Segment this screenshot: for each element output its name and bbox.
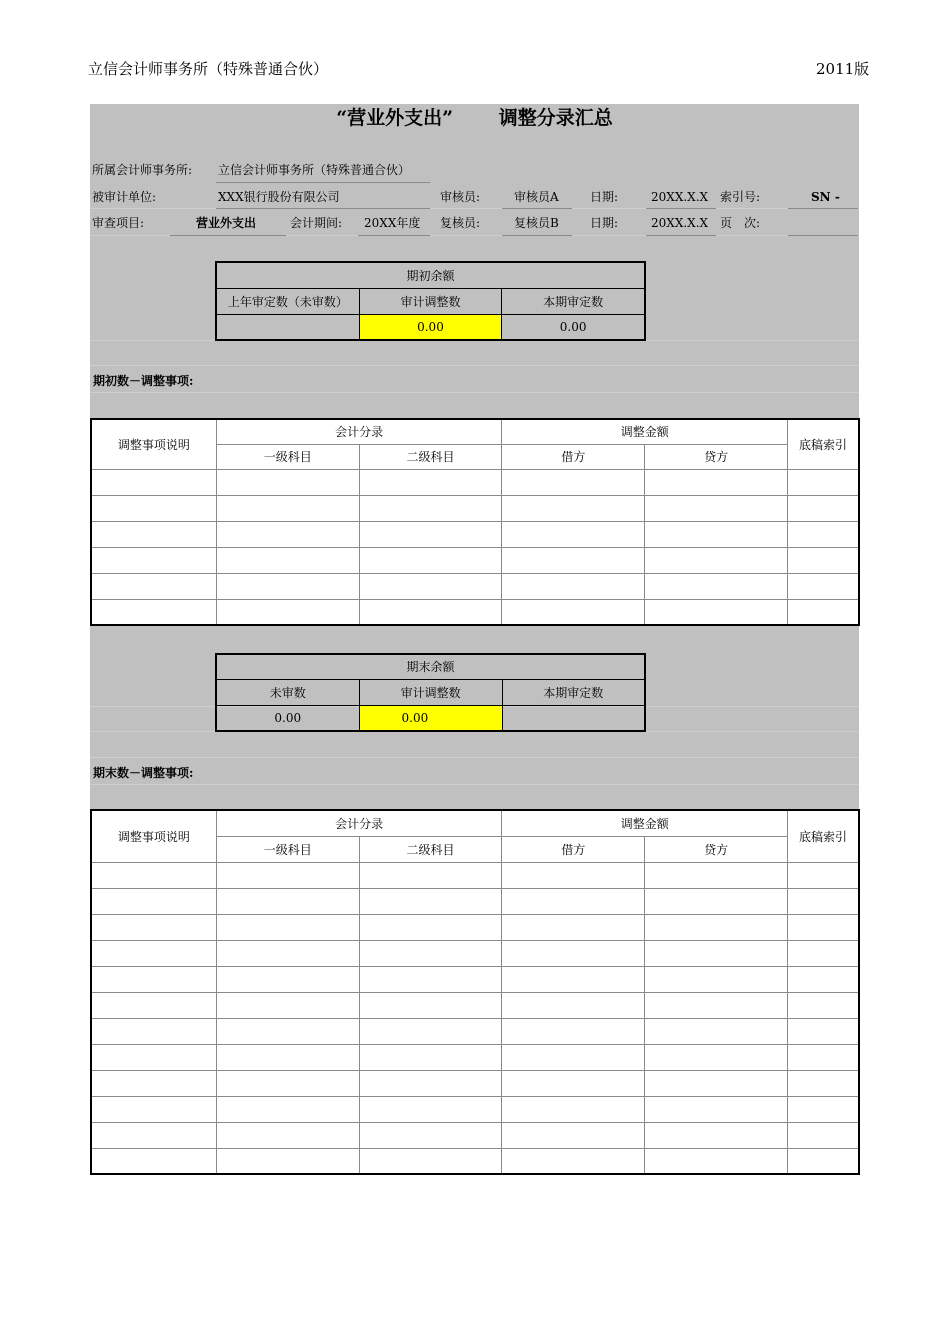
table-cell[interactable] (645, 1070, 788, 1096)
opening-v3[interactable]: 0.00 (502, 314, 645, 340)
table-cell[interactable] (216, 862, 359, 888)
table-cell[interactable] (359, 1044, 502, 1070)
table-cell[interactable] (645, 547, 788, 573)
table-cell[interactable] (359, 573, 502, 599)
table-cell[interactable] (788, 1070, 859, 1096)
table-row (91, 495, 859, 521)
table-cell[interactable] (502, 573, 645, 599)
table-row (91, 940, 859, 966)
opening-col1: 上年审定数（未审数） (216, 288, 359, 314)
table-cell[interactable] (216, 1044, 359, 1070)
closing-v3[interactable] (502, 705, 645, 731)
table-cell[interactable] (216, 1018, 359, 1044)
table-cell[interactable] (788, 469, 859, 495)
table-cell[interactable] (359, 862, 502, 888)
item-value: 营业外支出 (196, 216, 257, 230)
opening-v2[interactable]: 0.00 (359, 314, 502, 340)
table-cell[interactable] (645, 966, 788, 992)
table-cell[interactable] (216, 547, 359, 573)
table-cell[interactable] (788, 992, 859, 1018)
table-cell[interactable] (216, 469, 359, 495)
closing-col3: 本期审定数 (502, 679, 645, 705)
table-cell[interactable] (645, 573, 788, 599)
date2-value: 20XX.X.X (651, 216, 709, 230)
table-cell[interactable] (216, 914, 359, 940)
table-row (91, 573, 859, 599)
table-cell[interactable] (788, 1148, 859, 1174)
table-cell[interactable] (91, 1018, 216, 1044)
table-cell[interactable] (788, 914, 859, 940)
table-cell[interactable] (645, 599, 788, 625)
table-cell[interactable] (502, 888, 645, 914)
col-lvl1: 一级科目 (216, 444, 359, 469)
table-cell[interactable] (359, 469, 502, 495)
table-cell[interactable] (502, 495, 645, 521)
table-cell[interactable] (788, 888, 859, 914)
table-cell[interactable] (91, 547, 216, 573)
col-credit: 贷方 (645, 444, 788, 469)
page-title: “营业外支出” 调整分录汇总 (336, 107, 613, 129)
table-cell[interactable] (502, 862, 645, 888)
col-lvl1: 一级科目 (216, 836, 359, 862)
date2-label: 日期: (590, 216, 619, 230)
table-row (91, 1044, 859, 1070)
table-cell[interactable] (502, 469, 645, 495)
table-cell[interactable] (788, 966, 859, 992)
period-label: 会计期间: (290, 216, 343, 230)
table-cell[interactable] (91, 888, 216, 914)
firm-value: 立信会计师事务所（特殊普通合伙） (218, 163, 411, 177)
closing-section-label: 期末数－调整事项: (93, 766, 194, 780)
table-cell[interactable] (91, 521, 216, 547)
closing-col1: 未审数 (216, 679, 359, 705)
col-debit: 借方 (502, 836, 645, 862)
version-header: 2011版 (816, 60, 870, 78)
table-cell[interactable] (216, 966, 359, 992)
table-cell[interactable] (91, 1122, 216, 1148)
opening-section-label: 期初数－调整事项: (93, 374, 194, 388)
table-row (91, 1018, 859, 1044)
closing-v1[interactable]: 0.00 (216, 705, 359, 731)
table-cell[interactable] (502, 940, 645, 966)
table-cell[interactable] (91, 495, 216, 521)
table-cell[interactable] (788, 940, 859, 966)
table-row (91, 914, 859, 940)
table-cell[interactable] (502, 1148, 645, 1174)
table-cell[interactable] (359, 547, 502, 573)
table-cell[interactable] (91, 599, 216, 625)
table-cell[interactable] (359, 495, 502, 521)
table-cell[interactable] (359, 1096, 502, 1122)
table-row (91, 992, 859, 1018)
col-lvl2: 二级科目 (359, 836, 502, 862)
table-row (91, 1122, 859, 1148)
col-ref: 底稿索引 (788, 810, 859, 862)
table-cell[interactable] (216, 888, 359, 914)
table-cell[interactable] (502, 1018, 645, 1044)
table-cell[interactable] (788, 862, 859, 888)
table-cell[interactable] (359, 1018, 502, 1044)
table-cell[interactable] (359, 888, 502, 914)
closing-col2: 审计调整数 (359, 679, 502, 705)
table-cell[interactable] (91, 992, 216, 1018)
table-cell[interactable] (788, 521, 859, 547)
col-desc: 调整事项说明 (91, 419, 216, 469)
table-cell[interactable] (359, 966, 502, 992)
table-row (91, 888, 859, 914)
table-cell[interactable] (502, 1096, 645, 1122)
table-cell[interactable] (216, 1122, 359, 1148)
table-cell[interactable] (645, 888, 788, 914)
table-cell[interactable] (216, 1148, 359, 1174)
table-row (91, 469, 859, 495)
date1-label: 日期: (590, 190, 619, 204)
col-ref: 底稿索引 (788, 419, 859, 469)
opening-col2: 审计调整数 (359, 288, 502, 314)
table-cell[interactable] (645, 495, 788, 521)
table-cell[interactable] (645, 862, 788, 888)
index-label: 索引号: (720, 190, 761, 204)
table-cell[interactable] (359, 521, 502, 547)
table-cell[interactable] (645, 1018, 788, 1044)
opening-col3: 本期审定数 (502, 288, 645, 314)
table-cell[interactable] (216, 940, 359, 966)
col-amount: 调整金额 (502, 810, 788, 836)
table-cell[interactable] (216, 495, 359, 521)
table-cell[interactable] (91, 1044, 216, 1070)
table-row (91, 599, 859, 625)
table-cell[interactable] (645, 940, 788, 966)
table-row (91, 966, 859, 992)
table-cell[interactable] (216, 1096, 359, 1122)
table-cell[interactable] (91, 469, 216, 495)
table-cell[interactable] (502, 914, 645, 940)
table-cell[interactable] (91, 1148, 216, 1174)
table-cell[interactable] (645, 521, 788, 547)
opening-balance-table (215, 261, 646, 341)
table-cell[interactable] (502, 521, 645, 547)
table-cell[interactable] (216, 573, 359, 599)
rechecker-label: 复核员: (440, 216, 481, 230)
table-cell[interactable] (502, 599, 645, 625)
col-entry: 会计分录 (216, 810, 502, 836)
opening-rows (91, 469, 859, 625)
table-cell[interactable] (788, 573, 859, 599)
table-cell[interactable] (645, 1096, 788, 1122)
col-entry: 会计分录 (216, 419, 502, 444)
col-desc: 调整事项说明 (91, 810, 216, 862)
table-cell[interactable] (216, 1070, 359, 1096)
opening-adjustment-table (90, 418, 860, 626)
table-cell[interactable] (91, 940, 216, 966)
table-row (91, 862, 859, 888)
table-cell[interactable] (502, 547, 645, 573)
table-cell[interactable] (216, 521, 359, 547)
table-cell[interactable] (788, 1018, 859, 1044)
table-cell[interactable] (645, 914, 788, 940)
table-cell[interactable] (91, 914, 216, 940)
table-row (91, 547, 859, 573)
table-cell[interactable] (359, 992, 502, 1018)
table-cell[interactable] (216, 992, 359, 1018)
table-row (91, 1148, 859, 1174)
index-value: SN - (811, 190, 840, 204)
closing-rows (91, 862, 859, 1174)
table-cell[interactable] (91, 573, 216, 599)
table-cell[interactable] (645, 1044, 788, 1070)
col-lvl2: 二级科目 (359, 444, 502, 469)
table-cell[interactable] (91, 1096, 216, 1122)
table-cell[interactable] (216, 599, 359, 625)
table-cell[interactable] (359, 914, 502, 940)
table-cell[interactable] (788, 1122, 859, 1148)
reviewer-label: 审核员: (440, 190, 481, 204)
table-cell[interactable] (502, 992, 645, 1018)
closing-balance-table (215, 653, 646, 732)
table-cell[interactable] (502, 1044, 645, 1070)
entity-value: XXX银行股份有限公司 (218, 190, 340, 204)
table-row (91, 521, 859, 547)
table-cell[interactable] (645, 469, 788, 495)
opening-title: 期初余额 (216, 262, 645, 288)
col-debit: 借方 (502, 444, 645, 469)
reviewer-value: 审核员A (514, 190, 559, 204)
table-cell[interactable] (359, 1148, 502, 1174)
table-cell[interactable] (502, 966, 645, 992)
table-cell[interactable] (788, 1096, 859, 1122)
table-cell[interactable] (788, 547, 859, 573)
table-cell[interactable] (645, 1148, 788, 1174)
table-cell[interactable] (502, 1070, 645, 1096)
col-credit: 贷方 (645, 836, 788, 862)
item-label: 审查项目: (92, 216, 145, 230)
rechecker-value: 复核员B (514, 216, 559, 230)
table-cell[interactable] (91, 862, 216, 888)
closing-title: 期末余额 (216, 654, 645, 679)
col-amount: 调整金额 (502, 419, 788, 444)
firm-label: 所属会计师事务所: (92, 163, 193, 177)
opening-v1[interactable] (216, 314, 359, 340)
page-label: 页 次: (720, 216, 761, 230)
table-row (91, 1070, 859, 1096)
table-cell[interactable] (788, 495, 859, 521)
table-cell[interactable] (359, 1070, 502, 1096)
table-cell[interactable] (91, 966, 216, 992)
firm-header: 立信会计师事务所（特殊普通合伙） (88, 60, 329, 78)
table-cell[interactable] (788, 599, 859, 625)
period-value: 20XX年度 (364, 216, 421, 230)
table-cell[interactable] (502, 1122, 645, 1148)
date1-value: 20XX.X.X (651, 190, 709, 204)
table-row (91, 1096, 859, 1122)
closing-adjustment-table (90, 809, 860, 1175)
table-cell[interactable] (645, 1122, 788, 1148)
table-cell[interactable] (91, 1070, 216, 1096)
table-cell[interactable] (788, 1044, 859, 1070)
table-cell[interactable] (359, 1122, 502, 1148)
table-cell[interactable] (359, 599, 502, 625)
closing-v2[interactable]: 0.00 (359, 705, 502, 731)
entity-label: 被审计单位: (92, 190, 157, 204)
table-cell[interactable] (359, 940, 502, 966)
table-cell[interactable] (645, 992, 788, 1018)
